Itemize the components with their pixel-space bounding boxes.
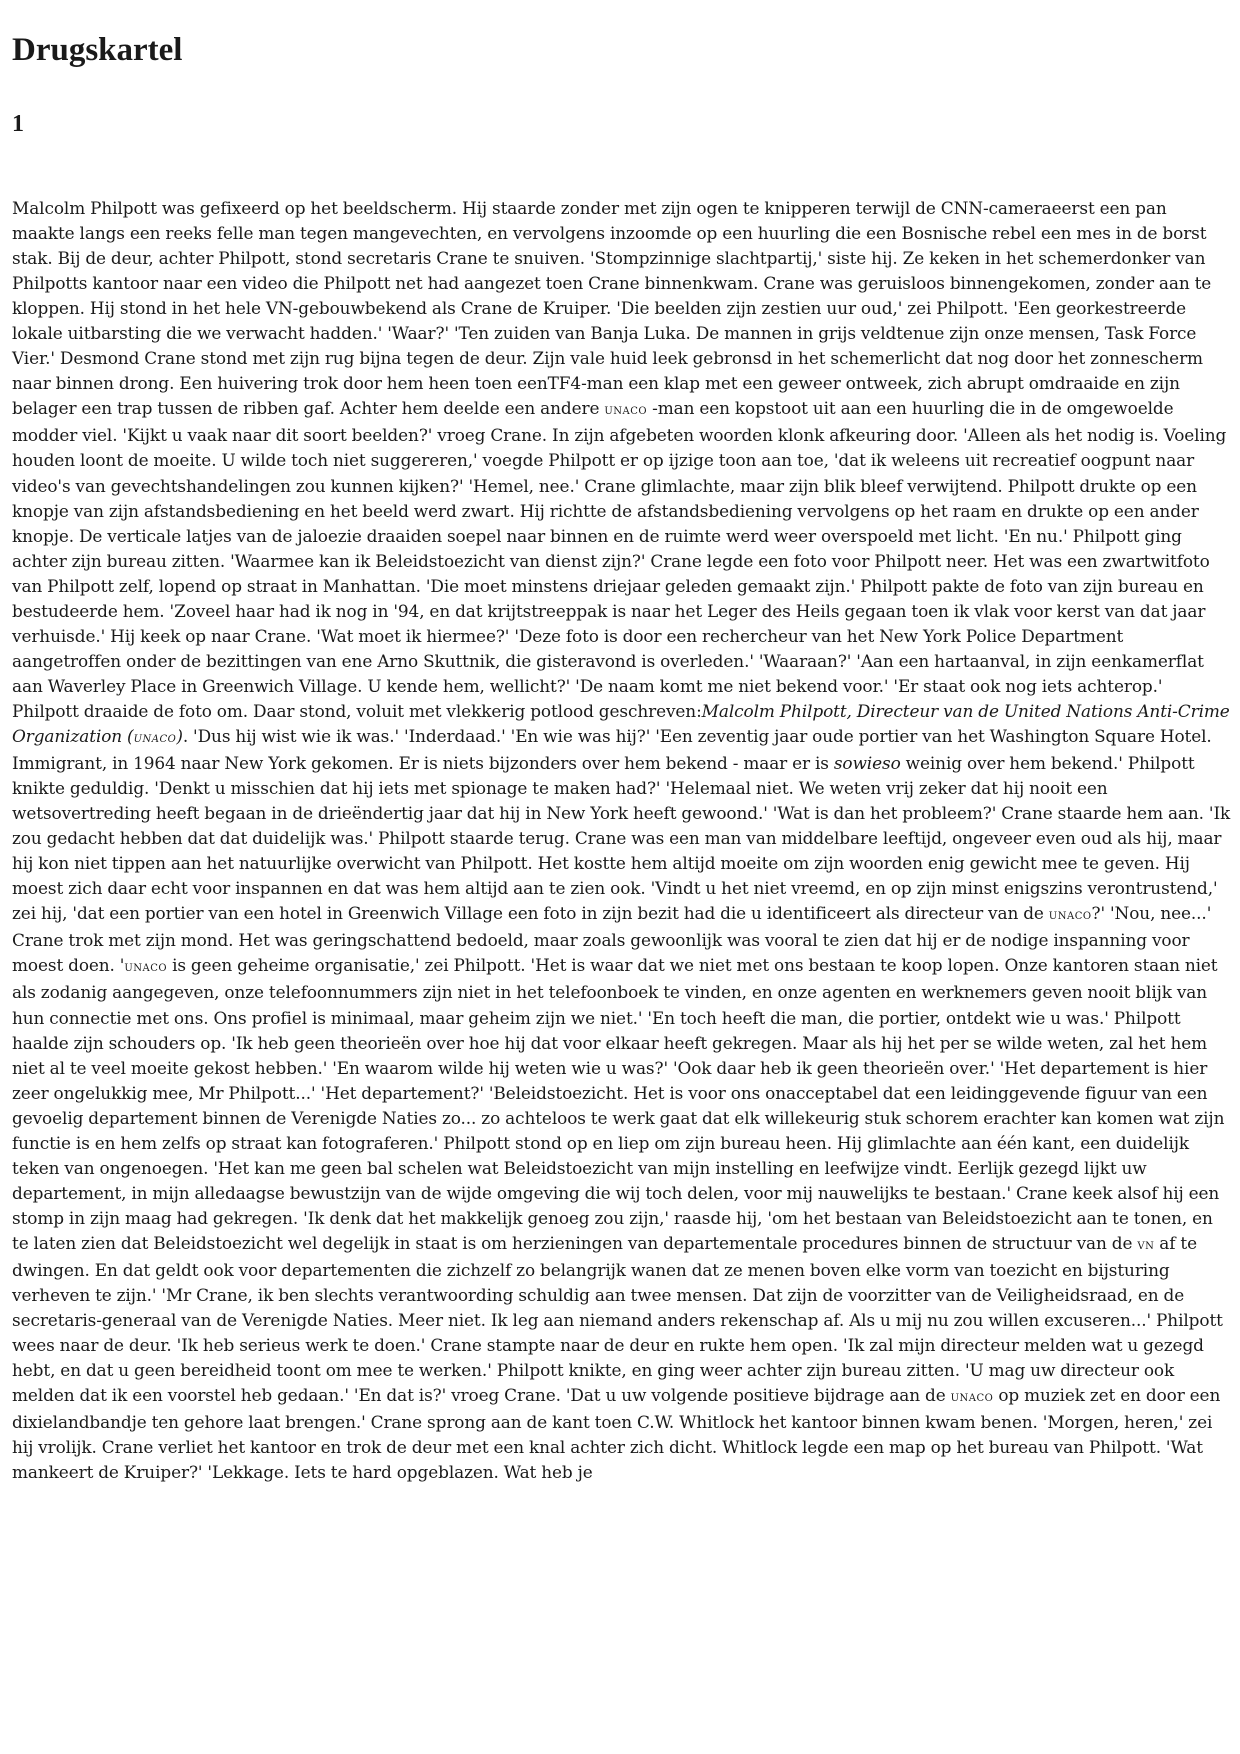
chapter-body xyxy=(12,196,1234,1485)
org-acronym: unaco xyxy=(1048,907,1092,924)
book-title: Drugskartel xyxy=(12,32,183,68)
chapter-number: 1 xyxy=(12,111,24,137)
org-acronym: unaco xyxy=(133,729,177,746)
text-run: -man een kopstoot uit aan een huurling die in de omgewoelde modder viel. 'Kijkt u vaak naar dit soort beelden?' vroeg Crane. In zijn afgebeten woorden klonk afkeuring door. 'Alleen als het nodig is. Voeling houden loont de moeite. U wilde toch niet suggereren,' voegde Philpott er op ijzige toon aan toe, 'dat ik weleens uit recreatief oogpunt naar video's van gevechtshandelingen zou kunnen kijken?' 'Hemel, nee.' Crane glimlachte, maar zijn blik bleef verwijtend. Philpott drukte op een knopje van zijn afstandsbediening en het beeld werd zwart. Hij richtte de afstandsbediening vervolgens op het raam en drukte op een ander knopje. De verticale latjes van de jaloezie draaiden soepel naar binnen en de ruimte werd weer overspoeld met licht. 'En nu.' Philpott ging achter zijn bureau zitten. 'Waarmee kan ik Beleidstoezicht van dienst zijn?' Crane legde een foto voor Philpott neer. Het was een zwartwitfoto van Philpott zelf, lopend op straat in Manhattan. 'Die moet minstens driejaar geleden gemaakt zijn.' Philpott pakte de foto van zijn bureau en bestudeerde hem. 'Zoveel haar had ik nog in '94, en dat krijtstreeppak is naar het Leger des Heils gegaan toen ik vlak voor kerst van dat jaar verhuisde.' Hij keek op naar Crane. 'Wat moet ik hiermee?' 'Deze foto is door een rechercheur van het New York Police Department aangetroffen onder de bezittingen van ene Arno Skuttnik, die gisteravond is overleden.' 'Waaraan?' 'Aan een hartaanval, in zijn eenkamerflat aan Waverley Place in Greenwich Village. U kende hem, wellicht?' 'De naam komt me niet bekend voor.' 'Er staat ook nog iets achterop.' Philpott draaide de foto om. Daar stond, voluit met vlekkerig potlood geschreven: xyxy=(12,398,1227,721)
org-acronym: vn xyxy=(1137,1236,1155,1253)
italic-run: ) xyxy=(176,725,183,746)
org-acronym: unaco xyxy=(124,959,168,976)
italic-run: Malcolm Philpott, Directeur van de United Nations Anti-Crime Organization ( xyxy=(12,700,1230,746)
text-run: . 'Dus hij wist wie ik was.' 'Inderdaad.' 'En wie was hij?' 'Een zeventig jaar oude portier van het Washington Square Hotel. Immigrant, in 1964 naar New York gekomen. Er is niets bijzonders over hem bekend - maar er is xyxy=(12,725,1212,774)
org-acronym: unaco xyxy=(950,1389,994,1406)
text-run: ?' 'Nou, nee...' Crane trok met zijn mond. Het was geringschattend bedoeld, maar zoals gewoonlijk was vooral te zien dat hij er de nodige inspanning voor moest doen. ' xyxy=(12,903,1212,976)
text-run: weinig over hem bekend.' Philpott knikte geduldig. 'Denkt u misschien dat hij iets met spionage te maken had?' 'Helemaal niet. We weten vrij zeker dat hij nooit een wetsovertreding heeft begaan in de drieëndertig jaar dat hij in New York heeft gewoond.' 'Wat is dan het probleem?' Crane staarde hem aan. 'Ik zou gedacht hebben dat dat duidelijk was.' Philpott staarde terug. Crane was een man van middelbare leeftijd, ongeveer even oud als hij, maar hij kon niet tippen aan het natuurlijke overwicht van Philpott. Het kostte hem altijd moeite om zijn woorden enig gewicht mee te geven. Hij moest zich daar echt voor inspannen en dat was hem altijd aan te zien ook. 'Vindt u het niet vreemd, en op zijn minst enigszins verontrustend,' zei hij, 'dat een portier van een hotel in Greenwich Village een foto in zijn bezit had die u identificeert als directeur van de xyxy=(12,753,1231,924)
text-run: af te dwingen. En dat geldt ook voor departementen die zichzelf zo belangrijk wanen dat ze menen boven elke vorm van toezicht en bijsturing verheven te zijn.' 'Mr Crane, ik ben slechts verantwoording schuldig aan twee mensen. Dat zijn de voorzitter van de Veiligheidsraad, en de secretaris-generaal van de Verenigde Naties. Meer niet. Ik leg aan niemand anders rekenschap af. Als u mij nu zou willen excuseren...' Philpott wees naar de deur. 'Ik heb serieus werk te doen.' Crane stampte naar de deur en rukte hem open. 'Ik zal mijn directeur melden wat u gezegd hebt, en dat u geen bereidheid toont om mee te werken.' Philpott knikte, en ging weer achter zijn bureau zitten. 'U mag uw directeur ook melden dat ik een voorstel heb gedaan.' 'En dat is?' vroeg Crane. 'Dat u uw volgende positieve bijdrage aan de xyxy=(12,1232,1223,1406)
text-run: is geen geheime organisatie,' zei Philpott. 'Het is waar dat we niet met ons bestaan te koop lopen. Onze kantoren staan niet als zodanig aangegeven, onze telefoonnummers zijn niet in het telefoonboek te vinden, en onze agenten en werknemers geven nooit blijk van hun connectie met ons. Ons profiel is minimaal, maar geheim zijn we niet.' 'En toch heeft die man, die portier, ontdekt wie u was.' Philpott haalde zijn schouders op. 'Ik heb geen theorieën over hoe hij dat voor elkaar heeft gekregen. Maar als hij het per se wilde weten, zal het hem niet al te veel moeite gekost hebben.' 'En waarom wilde hij weten wie u was?' 'Ook daar heb ik geen theorieën over.' 'Het departement is hier zeer ongelukkig mee, Mr Philpott...' 'Het departement?' 'Beleidstoezicht. Het is voor ons onacceptabel dat een leidinggevende figuur van een gevoelig departement binnen de Verenigde Naties zo... zo achteloos te werk gaat dat elk willekeurig stuk schorem erachter kan komen wat zijn functie is en hem zelfs op straat kan fotograferen.' Philpott stond op en liep om zijn bureau heen. Hij glimlachte aan één kant, een duidelijk teken van ongenoegen. 'Het kan me geen bal schelen wat Beleidstoezicht van mijn instelling en leefwijze vindt. Eerlijk gezegd lijkt uw departement, in mijn alledaagse bewustzijn van de wijde omgeving die wij toch delen, voor mij nauwelijks te bestaan.' Crane keek alsof hij een stomp in zijn maag had gekregen. 'Ik denk dat het makkelijk genoeg zou zijn,' raasde hij, 'om het bestaan van Beleidstoezicht aan te tonen, en te laten zien dat Beleidstoezicht wel degelijk in staat is om herzieningen van departementale procedures binnen de structuur van de xyxy=(12,955,1225,1253)
body-paragraph xyxy=(12,196,1234,1485)
org-acronym: unaco xyxy=(604,402,648,419)
italic-run: sowieso xyxy=(833,753,901,774)
text-run: op muziek zet en door een dixielandbandje ten gehore laat brengen.' Crane sprong aan de kant toen C.W. Whitlock het kantoor binnen kwam benen. 'Morgen, heren,' zei hij vrolijk. Crane verliet het kantoor en trok de deur met een knal achter zich dicht. Whitlock legde een map op het bureau van Philpott. 'Wat mankeert de Kruiper?' 'Lekkage. Iets te hard opgeblazen. Wat heb je xyxy=(12,1385,1221,1483)
text-run: Malcolm Philpott was gefixeerd op het beeldscherm. Hij staarde zonder met zijn ogen te knipperen terwijl de CNN-cameraeerst een pan maakte langs een reeks felle man tegen mangevechten, en vervolgens inzoomde op een huurling die een Bosnische rebel een mes in de borst stak. Bij de deur, achter Philpott, stond secretaris Crane te snuiven. 'Stompzinnige slachtpartij,' siste hij. Ze keken in het schemerdonker van Philpotts kantoor naar een video die Philpott net had aangezet toen Crane binnenkwam. Crane was geruisloos binnengekomen, zonder aan te kloppen. Hij stond in het hele VN-gebouwbekend als Crane de Kruiper. 'Die beelden zijn zestien uur oud,' zei Philpott. 'Een georkestreerde lokale uitbarsting die we verwacht hadden.' 'Waar?' 'Ten zuiden van Banja Luka. De mannen in grijs veldtenue zijn onze mensen, Task Force Vier.' Desmond Crane stond met zijn rug bijna tegen de deur. Zijn vale huid leek gebronsd in het schemerlicht dat nog door het zonnescherm naar binnen drong. Een huivering trok door hem heen toen eenTF4-man een klap met een geweer ontweek, zich abrupt omdraaide en zijn belager een trap tussen de ribben gaf. Achter hem deelde een andere xyxy=(12,198,1212,419)
